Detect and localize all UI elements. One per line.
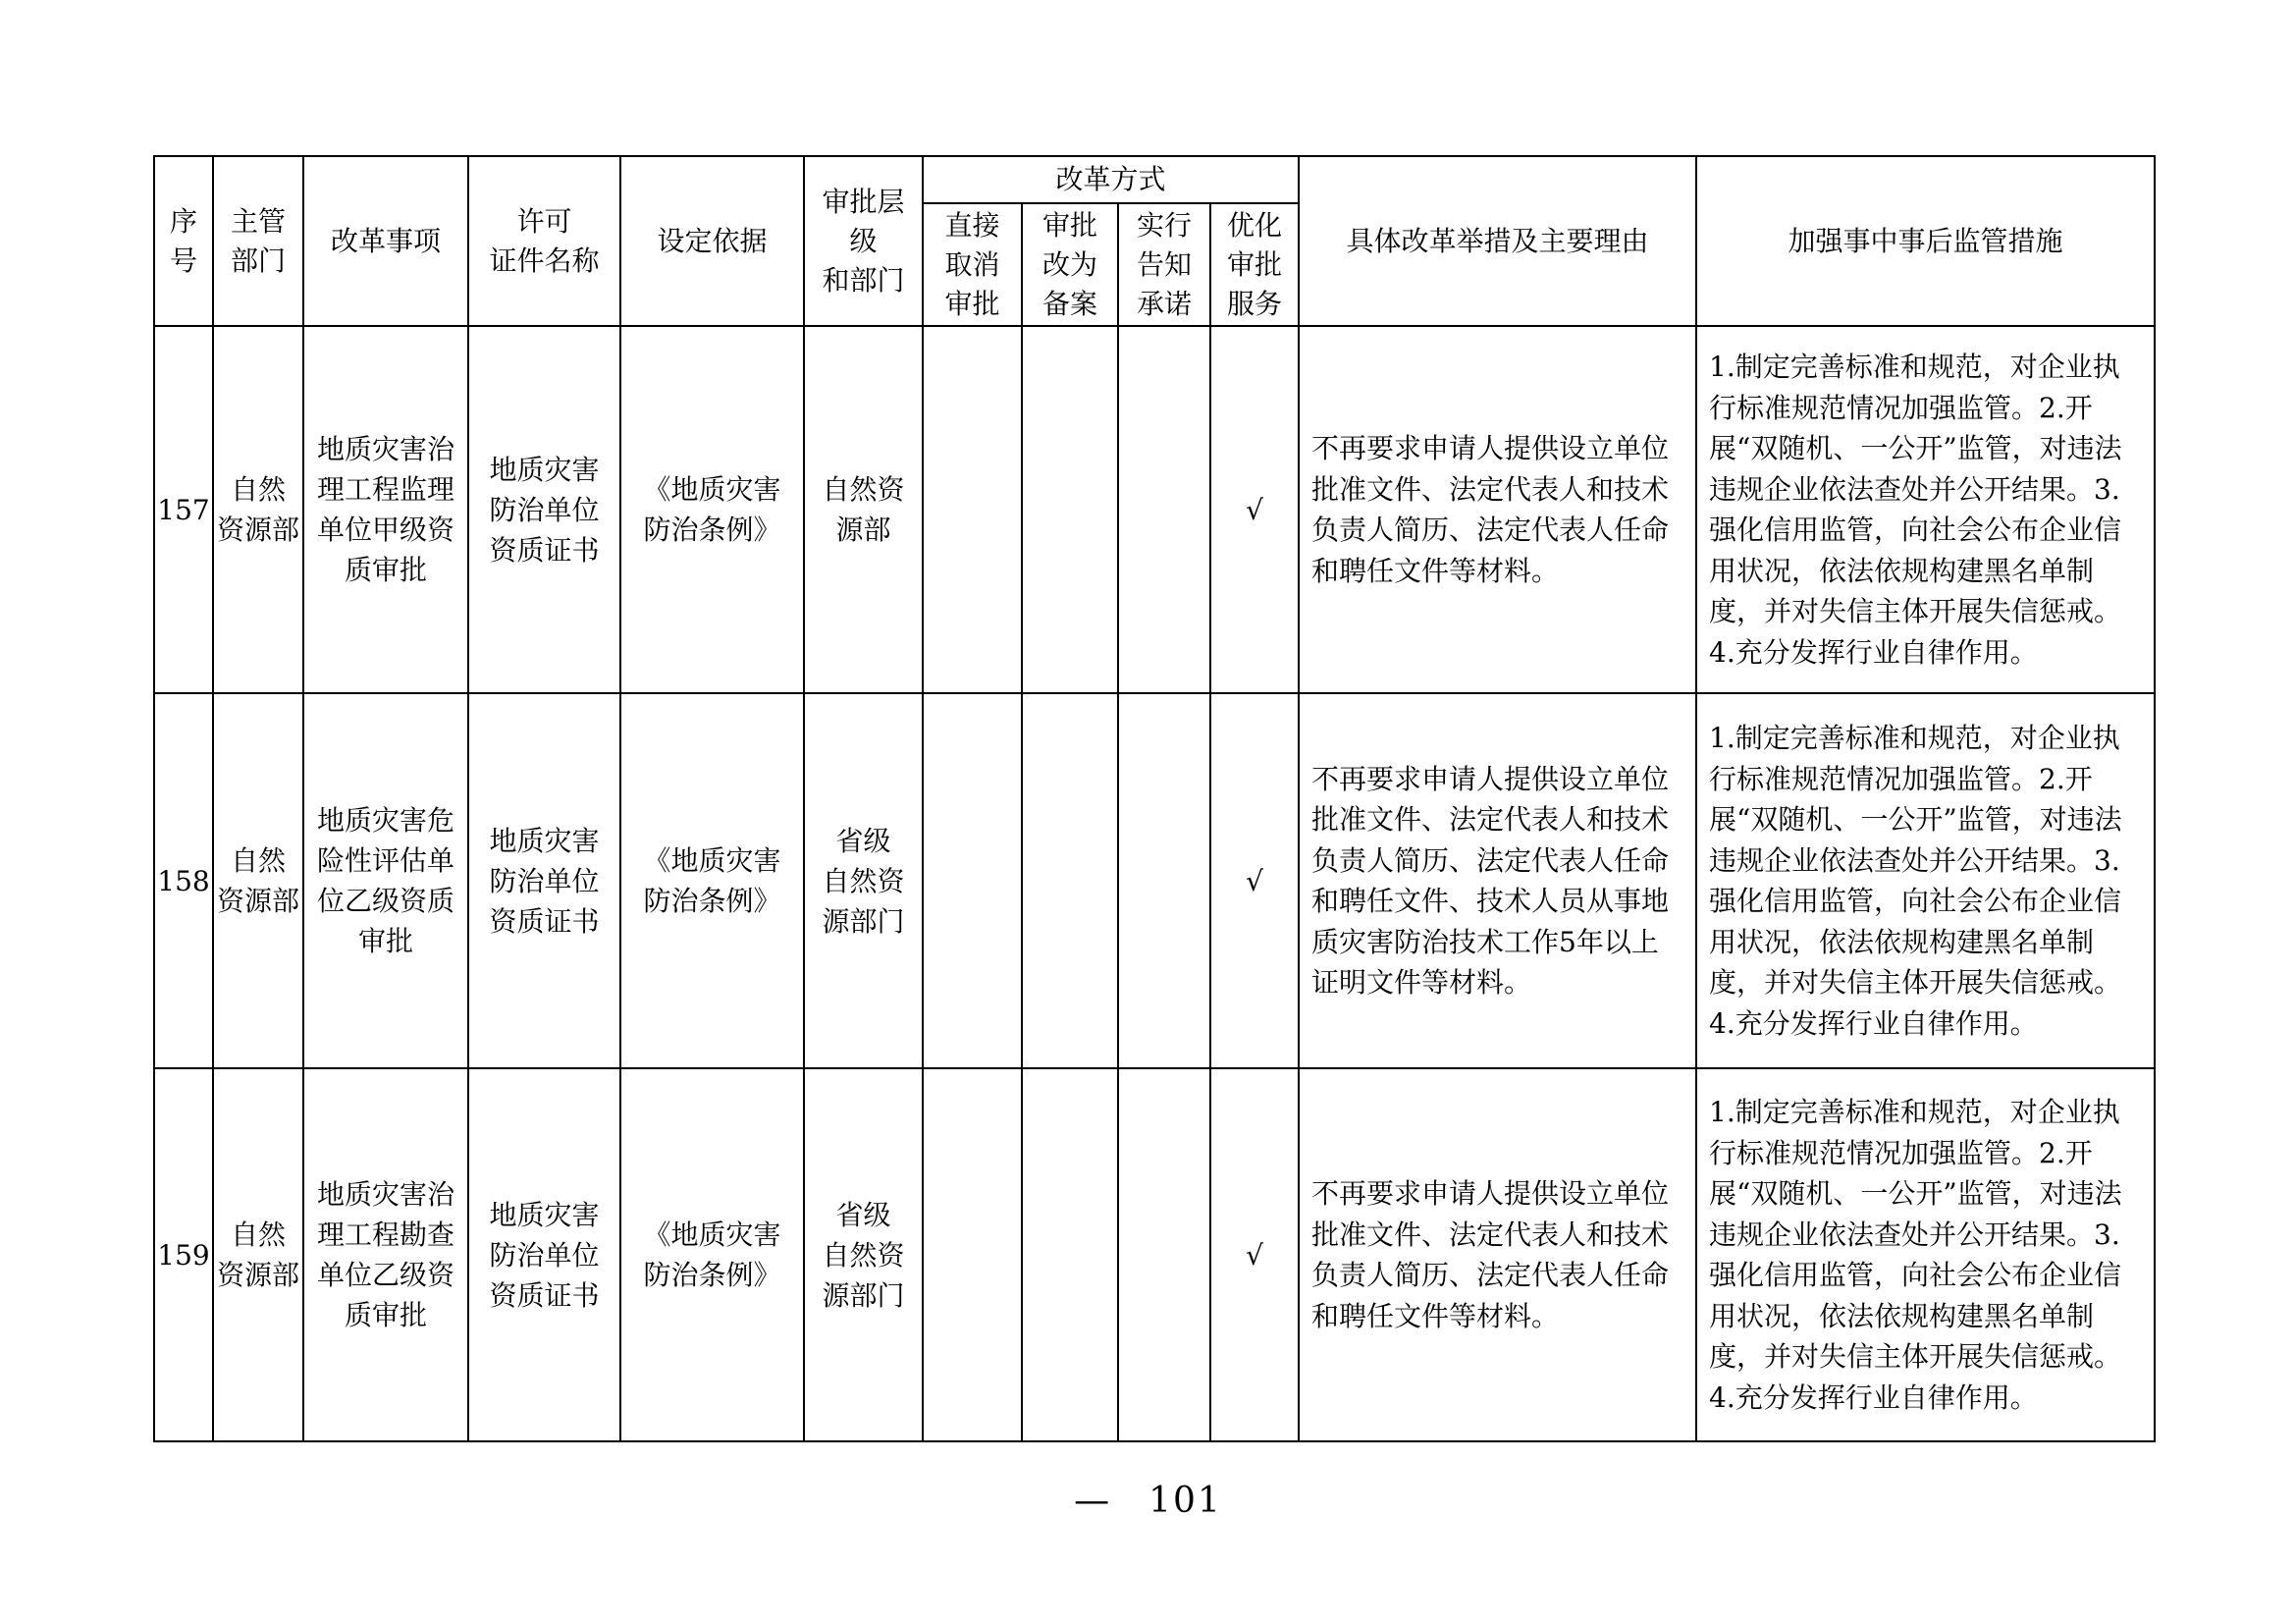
header-item: 改革事项: [303, 156, 468, 326]
row-dept: 自然 资源部: [213, 326, 303, 693]
row-basis: 《地质灾害 防治条例》: [620, 1068, 804, 1441]
row-level: 省级 自然资 源部门: [804, 1068, 923, 1441]
header-measures: 具体改革举措及主要理由: [1299, 156, 1696, 326]
header-reform-group: 改革方式: [923, 156, 1299, 203]
row-seq: 157: [154, 326, 213, 693]
table-row: [154, 1068, 2155, 1441]
header-supervision: 加强事中事后监管措施: [1696, 156, 2155, 326]
row-record: [1022, 326, 1118, 693]
row-license: 地质灾害 防治单位 资质证书: [468, 326, 620, 693]
row-dept: 自然 资源部: [213, 693, 303, 1068]
row-level: 省级 自然资 源部门: [804, 693, 923, 1068]
row-seq: 159: [154, 1068, 213, 1441]
header-notify: 实行 告知 承诺: [1118, 203, 1210, 326]
page-number: — 101: [1074, 1481, 1222, 1521]
row-supervision: 1.制定完善标准和规范，对企业执行标准规范情况加强监管。2.开展“双随机、一公开”监管，对违法违规企业依法查处并公开结果。3.强化信用监管，向社会公布企业信用状况，依法依规构建黑名单制度，并对失信主体开展失信惩戒。4.充分发挥行业自律作用。: [1696, 1068, 2155, 1441]
row-license: 地质灾害 防治单位 资质证书: [468, 693, 620, 1068]
row-record: [1022, 1068, 1118, 1441]
row-record: [1022, 693, 1118, 1068]
header-level: 审批层级 和部门: [804, 156, 923, 326]
header-basis: 设定依据: [620, 156, 804, 326]
row-item: 地质灾害治 理工程勘查 单位乙级资 质审批: [303, 1068, 468, 1441]
row-optimize-check: √: [1210, 1068, 1299, 1441]
row-license: 地质灾害 防治单位 资质证书: [468, 1068, 620, 1441]
row-item: 地质灾害治 理工程监理 单位甲级资 质审批: [303, 326, 468, 693]
header-optimize: 优化 审批 服务: [1210, 203, 1299, 326]
row-cancel: [923, 693, 1022, 1068]
header-cancel: 直接 取消 审批: [923, 203, 1022, 326]
header-record: 审批 改为 备案: [1022, 203, 1118, 326]
row-seq: 158: [154, 693, 213, 1068]
row-notify: [1118, 326, 1210, 693]
row-level: 自然资 源部: [804, 326, 923, 693]
row-measures: 不再要求申请人提供设立单位批准文件、法定代表人和技术负责人简历、法定代表人任命和聘任文件、技术人员从事地质灾害防治技术工作5年以上证明文件等材料。: [1299, 693, 1696, 1068]
row-optimize-check: √: [1210, 693, 1299, 1068]
header-license: 许可 证件名称: [468, 156, 620, 326]
row-item: 地质灾害危 险性评估单 位乙级资质 审批: [303, 693, 468, 1068]
row-optimize-check: √: [1210, 326, 1299, 693]
row-notify: [1118, 1068, 1210, 1441]
row-cancel: [923, 326, 1022, 693]
row-basis: 《地质灾害 防治条例》: [620, 693, 804, 1068]
table-row: [154, 693, 2155, 1068]
row-dept: 自然 资源部: [213, 1068, 303, 1441]
header-dept: 主管 部门: [213, 156, 303, 326]
row-supervision: 1.制定完善标准和规范，对企业执行标准规范情况加强监管。2.开展“双随机、一公开”监管，对违法违规企业依法查处并公开结果。3.强化信用监管，向社会公布企业信用状况，依法依规构建黑名单制度，并对失信主体开展失信惩戒。4.充分发挥行业自律作用。: [1696, 693, 2155, 1068]
row-measures: 不再要求申请人提供设立单位批准文件、法定代表人和技术负责人简历、法定代表人任命和聘任文件等材料。: [1299, 1068, 1696, 1441]
header-seq: 序 号: [154, 156, 213, 326]
header-row: [154, 156, 2155, 203]
row-supervision: 1.制定完善标准和规范，对企业执行标准规范情况加强监管。2.开展“双随机、一公开”监管，对违法违规企业依法查处并公开结果。3.强化信用监管，向社会公布企业信用状况，依法依规构建黑名单制度，并对失信主体开展失信惩戒。4.充分发挥行业自律作用。: [1696, 326, 2155, 693]
row-notify: [1118, 693, 1210, 1068]
row-basis: 《地质灾害 防治条例》: [620, 326, 804, 693]
row-cancel: [923, 1068, 1022, 1441]
row-measures: 不再要求申请人提供设立单位批准文件、法定代表人和技术负责人简历、法定代表人任命和聘任文件等材料。: [1299, 326, 1696, 693]
reform-items-table: [153, 155, 2156, 1442]
table-row: [154, 326, 2155, 693]
